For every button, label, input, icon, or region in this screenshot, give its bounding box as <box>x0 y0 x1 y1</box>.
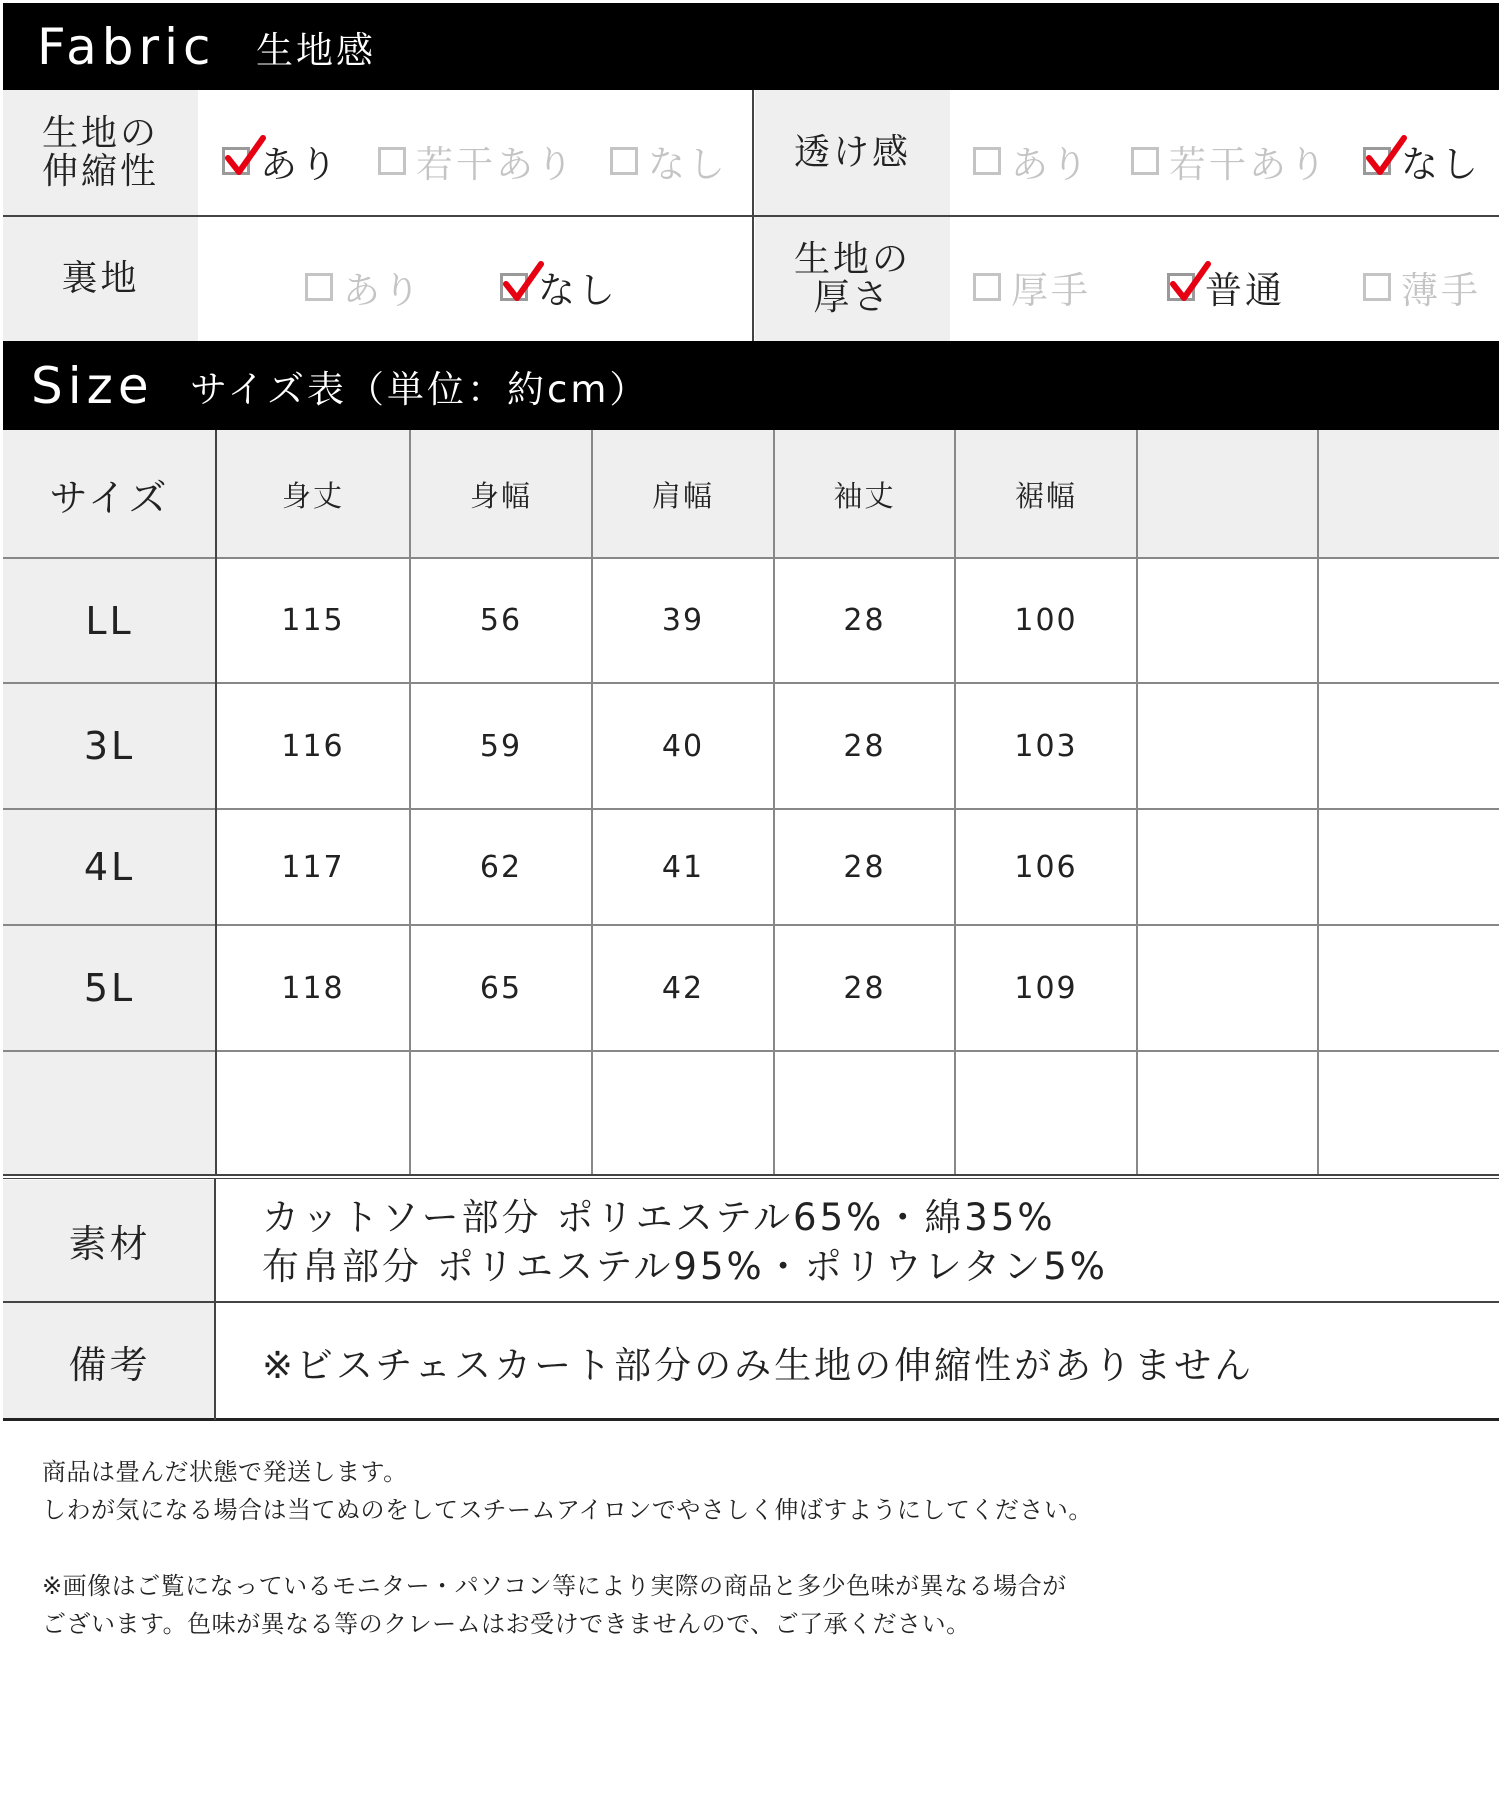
checkbox <box>500 273 528 301</box>
size-title-en: Size <box>31 356 154 415</box>
size-value-cell: 65 <box>479 970 523 1006</box>
color-disclaimer <box>42 1567 1067 1643</box>
size-value-cell <box>592 1051 774 1174</box>
size-title-jp: サイズ表（単位：約cm） <box>190 367 650 411</box>
option-stretch-yes <box>222 134 340 188</box>
option-label: あり <box>260 143 340 186</box>
option-thickness-thin <box>1363 260 1481 314</box>
fabric-column-divider <box>752 90 754 341</box>
size-value-cell <box>1318 809 1499 925</box>
table-bottom-border <box>3 1418 1499 1421</box>
size-value-cell: 118 <box>281 970 345 1006</box>
checkbox <box>378 147 406 175</box>
remarks-text: ※ビスチェスカート部分のみ生地の伸縮性がありません <box>262 1344 1255 1387</box>
size-column-header: 袖丈 <box>833 478 896 513</box>
size-value-cell <box>1137 809 1318 925</box>
size-value-cell: 28 <box>843 728 886 764</box>
checkmark-icon <box>501 260 545 304</box>
size-value-cell: 106 <box>1014 849 1078 885</box>
size-value-cell <box>1137 683 1318 809</box>
checkbox <box>1131 147 1159 175</box>
size-column-header: 裾幅 <box>1014 478 1077 513</box>
size-row-label: 5L <box>83 966 136 1010</box>
size-value-cell <box>1137 925 1318 1051</box>
size-value-cell <box>1318 925 1499 1051</box>
size-value-cell: 62 <box>479 849 523 885</box>
option-label: 若干あり <box>1169 143 1329 186</box>
note-line: ございます。色味が異なる等のクレームはお受けできませんので、ご了承ください。 <box>42 1610 971 1638</box>
table-divider <box>3 1178 1499 1179</box>
option-label: 若干あり <box>416 143 576 186</box>
size-column-header <box>1137 430 1318 558</box>
size-column-header: 身幅 <box>469 478 532 513</box>
size-value-cell: 40 <box>661 728 705 764</box>
option-lining-yes <box>305 260 423 314</box>
size-value-cell: 103 <box>1014 728 1078 764</box>
size-value-cell: 42 <box>661 970 705 1006</box>
option-label: 薄手 <box>1401 269 1481 312</box>
shipping-note <box>42 1453 1093 1529</box>
size-row-label: 4L <box>83 845 136 889</box>
option-sheer-slight <box>1131 134 1329 188</box>
checkbox <box>1167 273 1195 301</box>
size-value-cell: 115 <box>281 603 345 638</box>
size-value-cell: 116 <box>281 728 345 764</box>
size-column-header: 身丈 <box>281 478 344 513</box>
material-label: 素材 <box>68 1222 151 1266</box>
fabric-title-jp: 生地感 <box>256 28 376 72</box>
label-divider <box>214 1178 216 1420</box>
size-row-label: LL <box>85 598 134 643</box>
size-value-cell: 28 <box>843 849 886 885</box>
size-value-cell: 117 <box>281 849 345 885</box>
material-line: カットソー部分 ポリエステル65%・綿35% <box>262 1196 1056 1239</box>
size-value-cell <box>1137 558 1318 683</box>
size-value-cell: 39 <box>661 603 705 638</box>
size-value-cell: 56 <box>479 603 523 638</box>
note-line: しわが気になる場合は当てぬのをしてスチームアイロンでやさしく伸ばすようにしてください。 <box>42 1496 1093 1524</box>
option-label: あり <box>1011 143 1091 186</box>
size-value-cell <box>1318 683 1499 809</box>
size-value-cell <box>1318 558 1499 683</box>
option-label: なし <box>1401 143 1481 186</box>
size-column-header <box>1318 430 1499 558</box>
checkbox <box>1363 273 1391 301</box>
size-value-cell <box>216 1051 410 1174</box>
option-label: 厚手 <box>1011 269 1091 312</box>
fabric-label-stretch: 生地の 伸縮性 <box>3 90 198 215</box>
size-value-cell <box>1137 1051 1318 1174</box>
checkmark-icon <box>1168 260 1212 304</box>
size-value-cell <box>774 1051 955 1174</box>
fabric-label-lining: 裏地 <box>3 217 198 341</box>
option-thickness-normal <box>1167 260 1285 314</box>
material-line: 布帛部分 ポリエステル95%・ポリウレタン5% <box>262 1245 1108 1288</box>
note-line: ※画像はご覧になっているモニター・パソコン等により実際の商品と多少色味が異なる場合が <box>42 1572 1067 1600</box>
table-divider <box>3 1174 1499 1176</box>
option-label: 普通 <box>1205 269 1285 312</box>
size-value-cell: 28 <box>843 970 886 1006</box>
size-value-cell: 100 <box>1014 603 1078 638</box>
checkmark-icon <box>1364 134 1408 178</box>
option-stretch-none <box>610 134 728 188</box>
checkbox <box>610 147 638 175</box>
size-value-cell <box>1318 1051 1499 1174</box>
size-corner-label: サイズ <box>49 475 170 520</box>
table-divider <box>3 1301 1499 1303</box>
remarks-label: 備考 <box>68 1342 151 1387</box>
fabric-title-en: Fabric <box>37 17 216 76</box>
size-value-cell: 59 <box>479 728 523 764</box>
checkbox <box>973 273 1001 301</box>
size-row-label: 3L <box>83 724 136 768</box>
note-line: 商品は畳んだ状態で発送します。 <box>42 1458 408 1486</box>
size-row-label <box>3 1051 216 1174</box>
material-text <box>262 1193 1108 1291</box>
fabric-section-header <box>3 3 1499 90</box>
checkmark-icon <box>223 134 267 178</box>
size-value-cell <box>955 1051 1137 1174</box>
option-stretch-slight <box>378 134 576 188</box>
option-sheer-yes <box>973 134 1091 188</box>
size-value-cell: 28 <box>843 603 886 638</box>
checkbox <box>222 147 250 175</box>
checkbox <box>305 273 333 301</box>
option-lining-none <box>500 260 618 314</box>
option-label: なし <box>648 143 728 186</box>
checkbox <box>1363 147 1391 175</box>
size-value-cell: 109 <box>1014 970 1078 1006</box>
fabric-row-divider <box>3 215 1499 217</box>
option-thickness-thick <box>973 260 1091 314</box>
size-section-header <box>3 341 1499 430</box>
option-sheer-none <box>1363 134 1481 188</box>
size-value-cell: 41 <box>661 849 705 885</box>
size-column-header: 肩幅 <box>651 478 714 513</box>
fabric-label-sheerness: 透け感 <box>755 90 950 215</box>
option-label: あり <box>343 269 423 312</box>
checkbox <box>973 147 1001 175</box>
size-value-cell <box>410 1051 592 1174</box>
fabric-label-thickness: 生地の 厚さ <box>755 217 950 341</box>
option-label: なし <box>538 269 618 312</box>
